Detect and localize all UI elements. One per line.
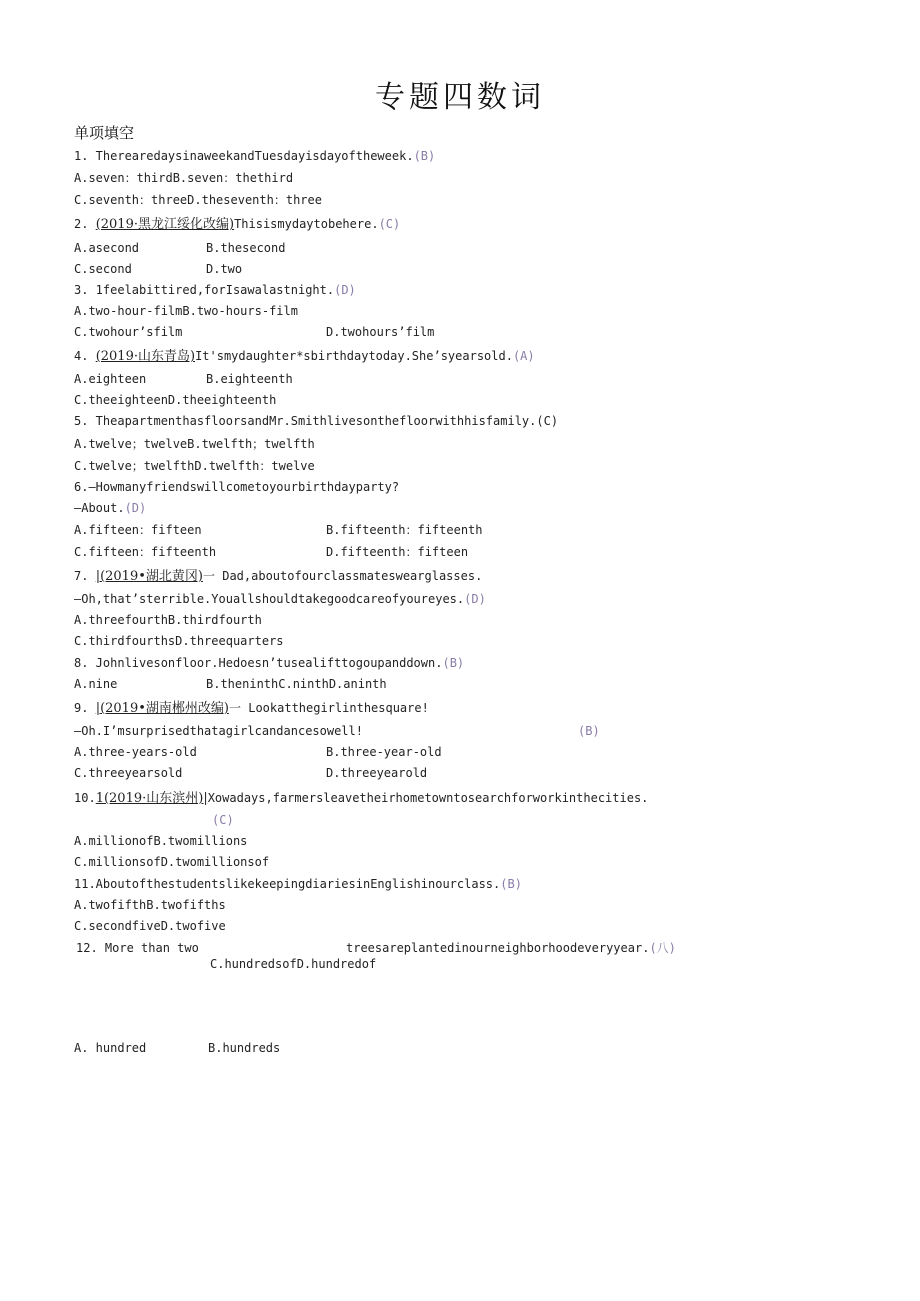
question-7-options-cd: C.thirdfourthsD.threequarters: [74, 634, 284, 648]
question-5-options-cd: C.twelve；twelfthD.twelfth：twelve: [74, 459, 315, 473]
question-2-option-d: D.two: [206, 262, 243, 276]
question-9-dash: 一: [228, 701, 241, 715]
question-2-stem: Thisismydaytobehere.: [234, 217, 379, 231]
question-2-option-a: A.asecond: [74, 241, 140, 255]
question-6-reply-text: —About.: [74, 501, 125, 515]
question-2: [74, 216, 400, 233]
question-2-option-b: B.thesecond: [206, 241, 286, 255]
question-12-option-a: A. hundred: [74, 1041, 147, 1055]
question-4-answer: (A): [512, 349, 535, 363]
question-1-answer: (B): [413, 149, 436, 163]
question-3-option-c: C.twohour’sfilm: [74, 325, 183, 339]
question-1-options-ab: A.seven：thirdB.seven：thethird: [74, 171, 294, 185]
question-9-stem: Lookatthegirlinthesquare!: [248, 701, 429, 715]
question-6-option-b: B.fifteenth：fifteenth: [326, 523, 483, 537]
question-4-option-b: B.eighteenth: [206, 372, 293, 386]
question-9-option-d: D.threeyearold: [326, 766, 428, 780]
question-8-options-bcd: B.theninthC.ninthD.aninth: [206, 677, 387, 691]
question-5: 5. Theapartmenthasfloorsand​Mr.Smithlivesonthefloorwithhisfamily.(C): [74, 414, 559, 428]
page-title: 专题四数词: [375, 80, 545, 115]
question-9: [74, 700, 429, 717]
question-7-options-ab: A.threefourthB.thirdfourth: [74, 613, 262, 627]
question-12-options-cd: C.hundredsofD.hundredof: [210, 957, 377, 971]
question-3-option-d: D.twohours’film: [326, 325, 435, 339]
question-7-answer: (D): [464, 592, 486, 606]
question-4-options-cd: C.theeighteenD.theeighteenth: [74, 393, 277, 407]
question-6-reply: [74, 500, 146, 516]
question-7-stem: Dad,aboutofourclassmateswearglasses.: [222, 569, 483, 583]
question-6: 6.—Howmanyfriendswillcometoyourbirthdayparty?: [74, 480, 400, 494]
question-12-stem-start: 12. More than two: [76, 941, 199, 955]
question-7-number: 7.: [74, 569, 89, 583]
question-7: [74, 568, 482, 585]
question-9-number: 9.: [74, 701, 89, 715]
question-6-answer: (D): [124, 501, 147, 515]
question-7-reply-text: —Oh,that’sterrible.Youallshouldtakegoodcareofyoureyes.: [74, 592, 465, 606]
question-6-option-d: D.fifteenth：fifteen: [326, 545, 469, 559]
question-9-option-a: A.three-years-old: [74, 745, 197, 759]
question-11-options-cd: C.secondfiveD.twofive: [74, 919, 226, 933]
question-5-options-ab: A.twelve；twelveB.twelfth；twelfth: [74, 437, 315, 451]
question-2-option-c: C.second: [74, 262, 132, 276]
question-9-source: |(2019•湖南郴州改编): [95, 701, 229, 716]
question-4-source: (2019·山东青岛): [95, 349, 196, 364]
question-9-answer: (B): [578, 724, 600, 738]
question-11-answer: (B): [500, 877, 522, 891]
question-10-answer: (C): [212, 813, 234, 827]
question-9-reply: —Oh.I’msurprisedthatagirlcandancesowell!: [74, 724, 363, 738]
question-1-stem: 1. Therearedaysinaweekand​Tuesdayisdayoftheweek.: [74, 149, 414, 163]
question-2-number: 2.: [74, 217, 89, 231]
question-12-stem-end: [346, 940, 676, 956]
question-8-stem: 8. Johnlivesonfloor.Hedoesn’tusealifttogoupanddown.: [74, 656, 443, 670]
question-8-answer: (B): [442, 656, 465, 670]
question-11: [74, 876, 522, 892]
question-7-source: |(2019•湖北黄冈): [95, 569, 203, 584]
question-12-answer: (八): [649, 941, 676, 955]
question-1: [74, 148, 435, 164]
question-3-answer: (D): [334, 283, 356, 297]
question-11-options-ab: A.twofifthB.twofifths: [74, 898, 226, 912]
question-7-dash: 一: [202, 569, 215, 583]
question-10: [74, 790, 648, 807]
question-3: [74, 282, 356, 298]
question-3-stem: 3. 1feelabittired,forIsawalastnight.: [74, 283, 335, 297]
question-10-options-ab: A.millionofB.twomillions: [74, 834, 248, 848]
question-10-options-cd: C.millionsofD.twomillionsof: [74, 855, 270, 869]
question-7-reply: [74, 591, 486, 607]
question-3-options-ab: A.two-hour-filmB.two-hours-film: [74, 304, 298, 318]
question-10-source: 1(2019·山东滨州)|: [95, 791, 208, 806]
question-9-option-b: B.three-year-old: [326, 745, 442, 759]
question-2-answer: (C): [378, 217, 401, 231]
question-4-option-a: A.eighteen: [74, 372, 147, 386]
question-4: [74, 348, 535, 365]
question-8-option-a: A.nine: [74, 677, 118, 691]
question-1-options-cd: C.seventh：threeD.theseventh：three: [74, 193, 322, 207]
question-6-option-a: A.fifteen：fifteen: [74, 523, 202, 537]
question-4-number: 4.: [74, 349, 89, 363]
section-heading: 单项填空: [74, 124, 135, 142]
question-12-stem-text: treesareplantedinourneighborhoodeveryyear.: [346, 941, 650, 955]
question-10-stem: Xowadays,farmersleavetheirhometowntosearchforworkinthecities.: [207, 791, 649, 805]
question-12-option-b: B.hundreds: [208, 1041, 281, 1055]
question-6-option-c: C.fifteen：fifteenth: [74, 545, 217, 559]
question-4-stem: It'smydaughter*sbirthdaytoday.She’syearsold.: [195, 349, 513, 363]
question-8: [74, 655, 464, 671]
question-11-stem: 11.Aboutofthestudentslikekeepingdiariesin​Englishinourclass.: [74, 877, 501, 891]
question-2-source: (2019·黑龙江绥化改编): [95, 217, 235, 232]
question-10-number: 10.: [74, 791, 96, 805]
question-9-option-c: C.threeyearsold: [74, 766, 183, 780]
